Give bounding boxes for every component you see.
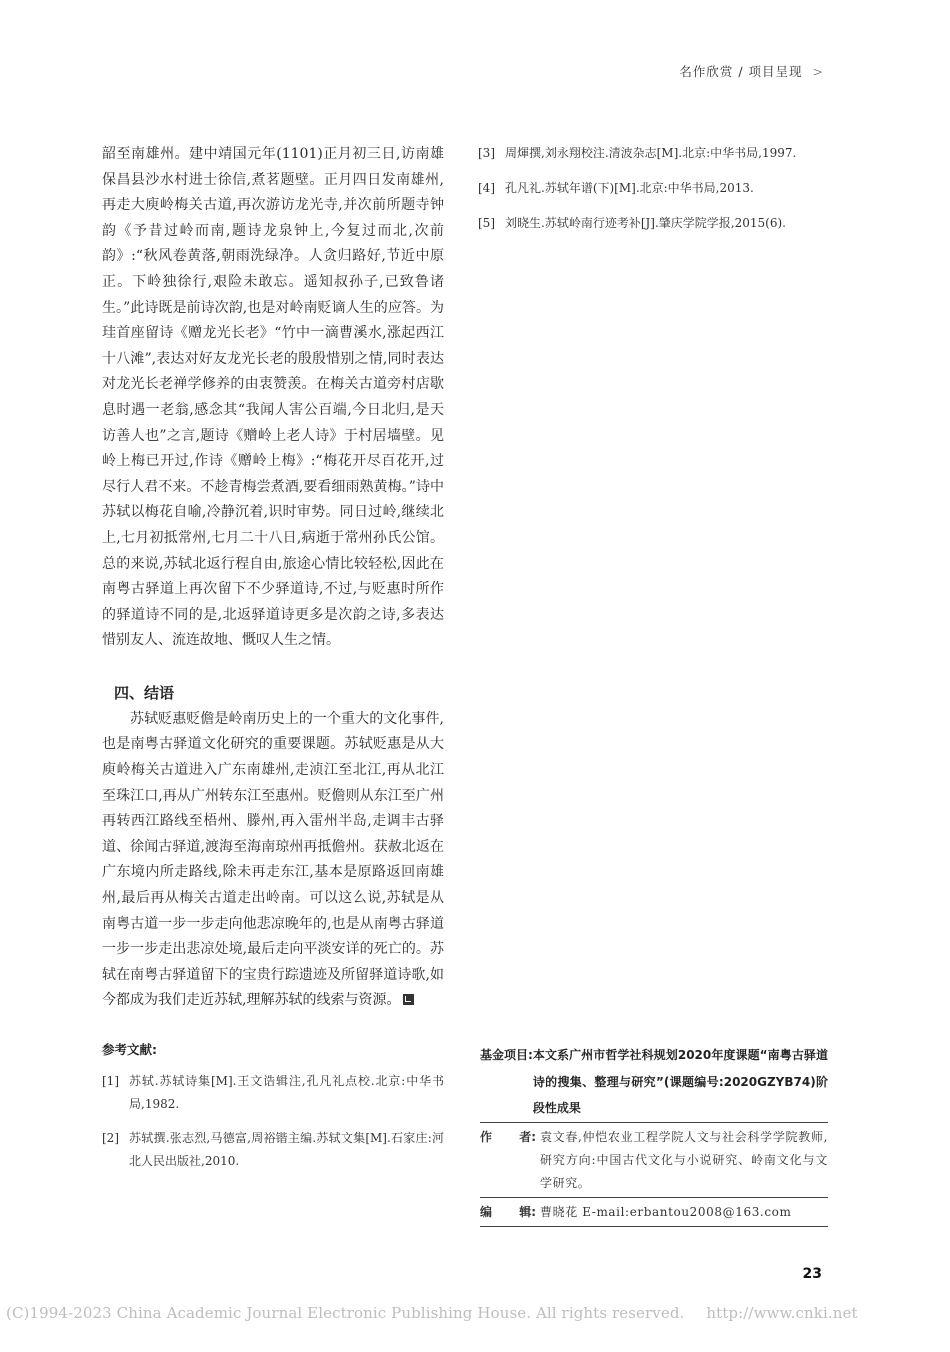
body-paragraph-2-text: 苏轼贬惠贬儋是岭南历史上的一个重大的文化事件,也是南粤古驿道文化研究的重要课题。苏轼贬惠是从大庾岭梅关古道进入广东南雄州,走浈江至北江,再从北江至珠江口,再从广州转东江至惠州。贬儋则从东江至广州再转西江路线至梧州、滕州,再入雷州半岛,走调丰古驿道、徐闻古驿道,渡海至海南琼州再抵儋州。获赦北返在广东境内所走路线,除未再走东江,基本是原路返回南雄州,最后再从梅关古道走出岭南。可以这么说,苏轼是从南粤古道一步一步走向他悲凉晚年的,也是从南粤古驿道一步一步走出悲凉处境,最后走向平淡安详的死亡的。苏轼在南粤古驿道留下的宝贵行踪遗迹及所留驿道诗歌,如今都成为我们走近苏轼,理解苏轼的线索与资源。 bbox=[102, 710, 444, 1009]
reference-text: 苏轼撰.张志烈,马德富,周裕锴主编.苏轼文集[M].石家庄:河北人民出版社,2010. bbox=[129, 1131, 444, 1168]
left-column bbox=[102, 142, 444, 1184]
author-info-box bbox=[480, 1122, 828, 1227]
editor-row bbox=[480, 1197, 828, 1227]
chevron-right-icon: > bbox=[812, 64, 824, 79]
cnki-url[interactable]: http://www.cnki.net bbox=[706, 1304, 858, 1322]
reference-item bbox=[478, 142, 828, 165]
reference-item bbox=[478, 177, 828, 200]
copyright-watermark bbox=[6, 1304, 858, 1322]
editor-label-a: 编 bbox=[480, 1205, 493, 1219]
editor-text: 曹晓花 E-mail:erbantou2008@163.com bbox=[540, 1205, 792, 1219]
reference-item bbox=[102, 1070, 444, 1116]
author-label-b: 者: bbox=[519, 1130, 536, 1144]
reference-number: [4] bbox=[478, 181, 495, 195]
fund-project bbox=[480, 1042, 828, 1122]
references-title: 参考文献: bbox=[102, 1042, 157, 1057]
fund-label: 基金项目: bbox=[480, 1048, 533, 1062]
reference-text: 孔凡礼.苏轼年谱(下)[M].北京:中华书局,2013. bbox=[505, 181, 754, 195]
author-label bbox=[480, 1126, 540, 1195]
author-label-a: 作 bbox=[480, 1130, 493, 1144]
body-paragraph-2 bbox=[102, 707, 444, 1014]
reference-number: [2] bbox=[102, 1131, 119, 1145]
reference-text: 周煇撰,刘永翔校注.清波杂志[M].北京:中华书局,1997. bbox=[505, 146, 797, 160]
right-column-references bbox=[478, 142, 828, 247]
header-text: 名作欣赏 ∕ 项目呈现 bbox=[679, 64, 803, 79]
editor-label bbox=[480, 1201, 540, 1224]
fund-text: 本文系广州市哲学社科规划2020年度课题“南粤古驿道诗的搜集、整理与研究”(课题编号:2020GZYB74)阶段性成果 bbox=[532, 1048, 828, 1115]
author-text: 袁文春,仲恺农业工程学院人文与社会科学学院教师,研究方向:中国古代文化与小说研究、岭南文化与文学研究。 bbox=[540, 1130, 828, 1190]
reference-number: [3] bbox=[478, 146, 495, 160]
editor-label-b: 辑: bbox=[519, 1205, 536, 1219]
running-header bbox=[679, 62, 824, 80]
body-paragraph-1: 韶至南雄州。建中靖国元年(1101)正月初三日,访南雄保昌县沙水村进士徐信,煮茗题壁。正月四日发南雄州,再走大庾岭梅关古道,再次游访龙光寺,并次前所题寺钟韵《予昔过岭而南,题诗龙泉钟上,今复过而北,次前韵》:“秋风卷黄落,朝雨洗绿净。人贪归路好,节近中原正。下岭独徐行,艰险未敢忘。遥知叔孙子,已致鲁诸生。”此诗既是前诗次韵,也是对岭南贬谪人生的应答。为珪首座留诗《赠龙光长老》“竹中一滴曹溪水,涨起西江十八滩”,表达对好友龙光长老的殷殷惜别之情,同时表达对龙光长老禅学修养的由衷赞羡。在梅关古道旁村店歇息时遇一老翁,感念其“我闻人害公百端,今日北归,是天访善人也”之言,题诗《赠岭上老人诗》于村居墙壁。见岭上梅已开过,作诗《赠岭上梅》:“梅花开尽百花开,过尽行人君不来。不趁青梅尝煮酒,要看细雨熟黄梅。”诗中苏轼以梅花自喻,冷静沉着,识时审势。同日过岭,继续北上,七月初抵常州,七月二十八日,病逝于常州孙氏公馆。总的来说,苏轼北返行程自由,旅途心情比较轻松,因此在南粤古驿道上再次留下不少驿道诗,不过,与贬惠时所作的驿道诗不同的是,北返驿道诗更多是次韵之诗,多表达惜别友人、流连故地、慨叹人生之情。 bbox=[102, 146, 444, 649]
copyright-text: (C)1994-2023 China Academic Journal Electronic Publishing House. All rights reserved. bbox=[6, 1304, 685, 1322]
reference-text: 刘晓生.苏轼岭南行迹考补[J].肇庆学院学报,2015(6). bbox=[505, 216, 786, 230]
reference-item bbox=[478, 212, 828, 235]
end-mark-icon bbox=[403, 994, 414, 1005]
author-row bbox=[480, 1122, 828, 1197]
section-title: 四、结语 bbox=[114, 683, 175, 702]
page-number: 23 bbox=[802, 1266, 822, 1282]
reference-number: [1] bbox=[102, 1074, 119, 1088]
reference-item bbox=[102, 1127, 444, 1173]
reference-number: [5] bbox=[478, 216, 495, 230]
reference-text: 苏轼.苏轼诗集[M].王文诰辑注,孔凡礼点校.北京:中华书局,1982. bbox=[129, 1074, 444, 1111]
